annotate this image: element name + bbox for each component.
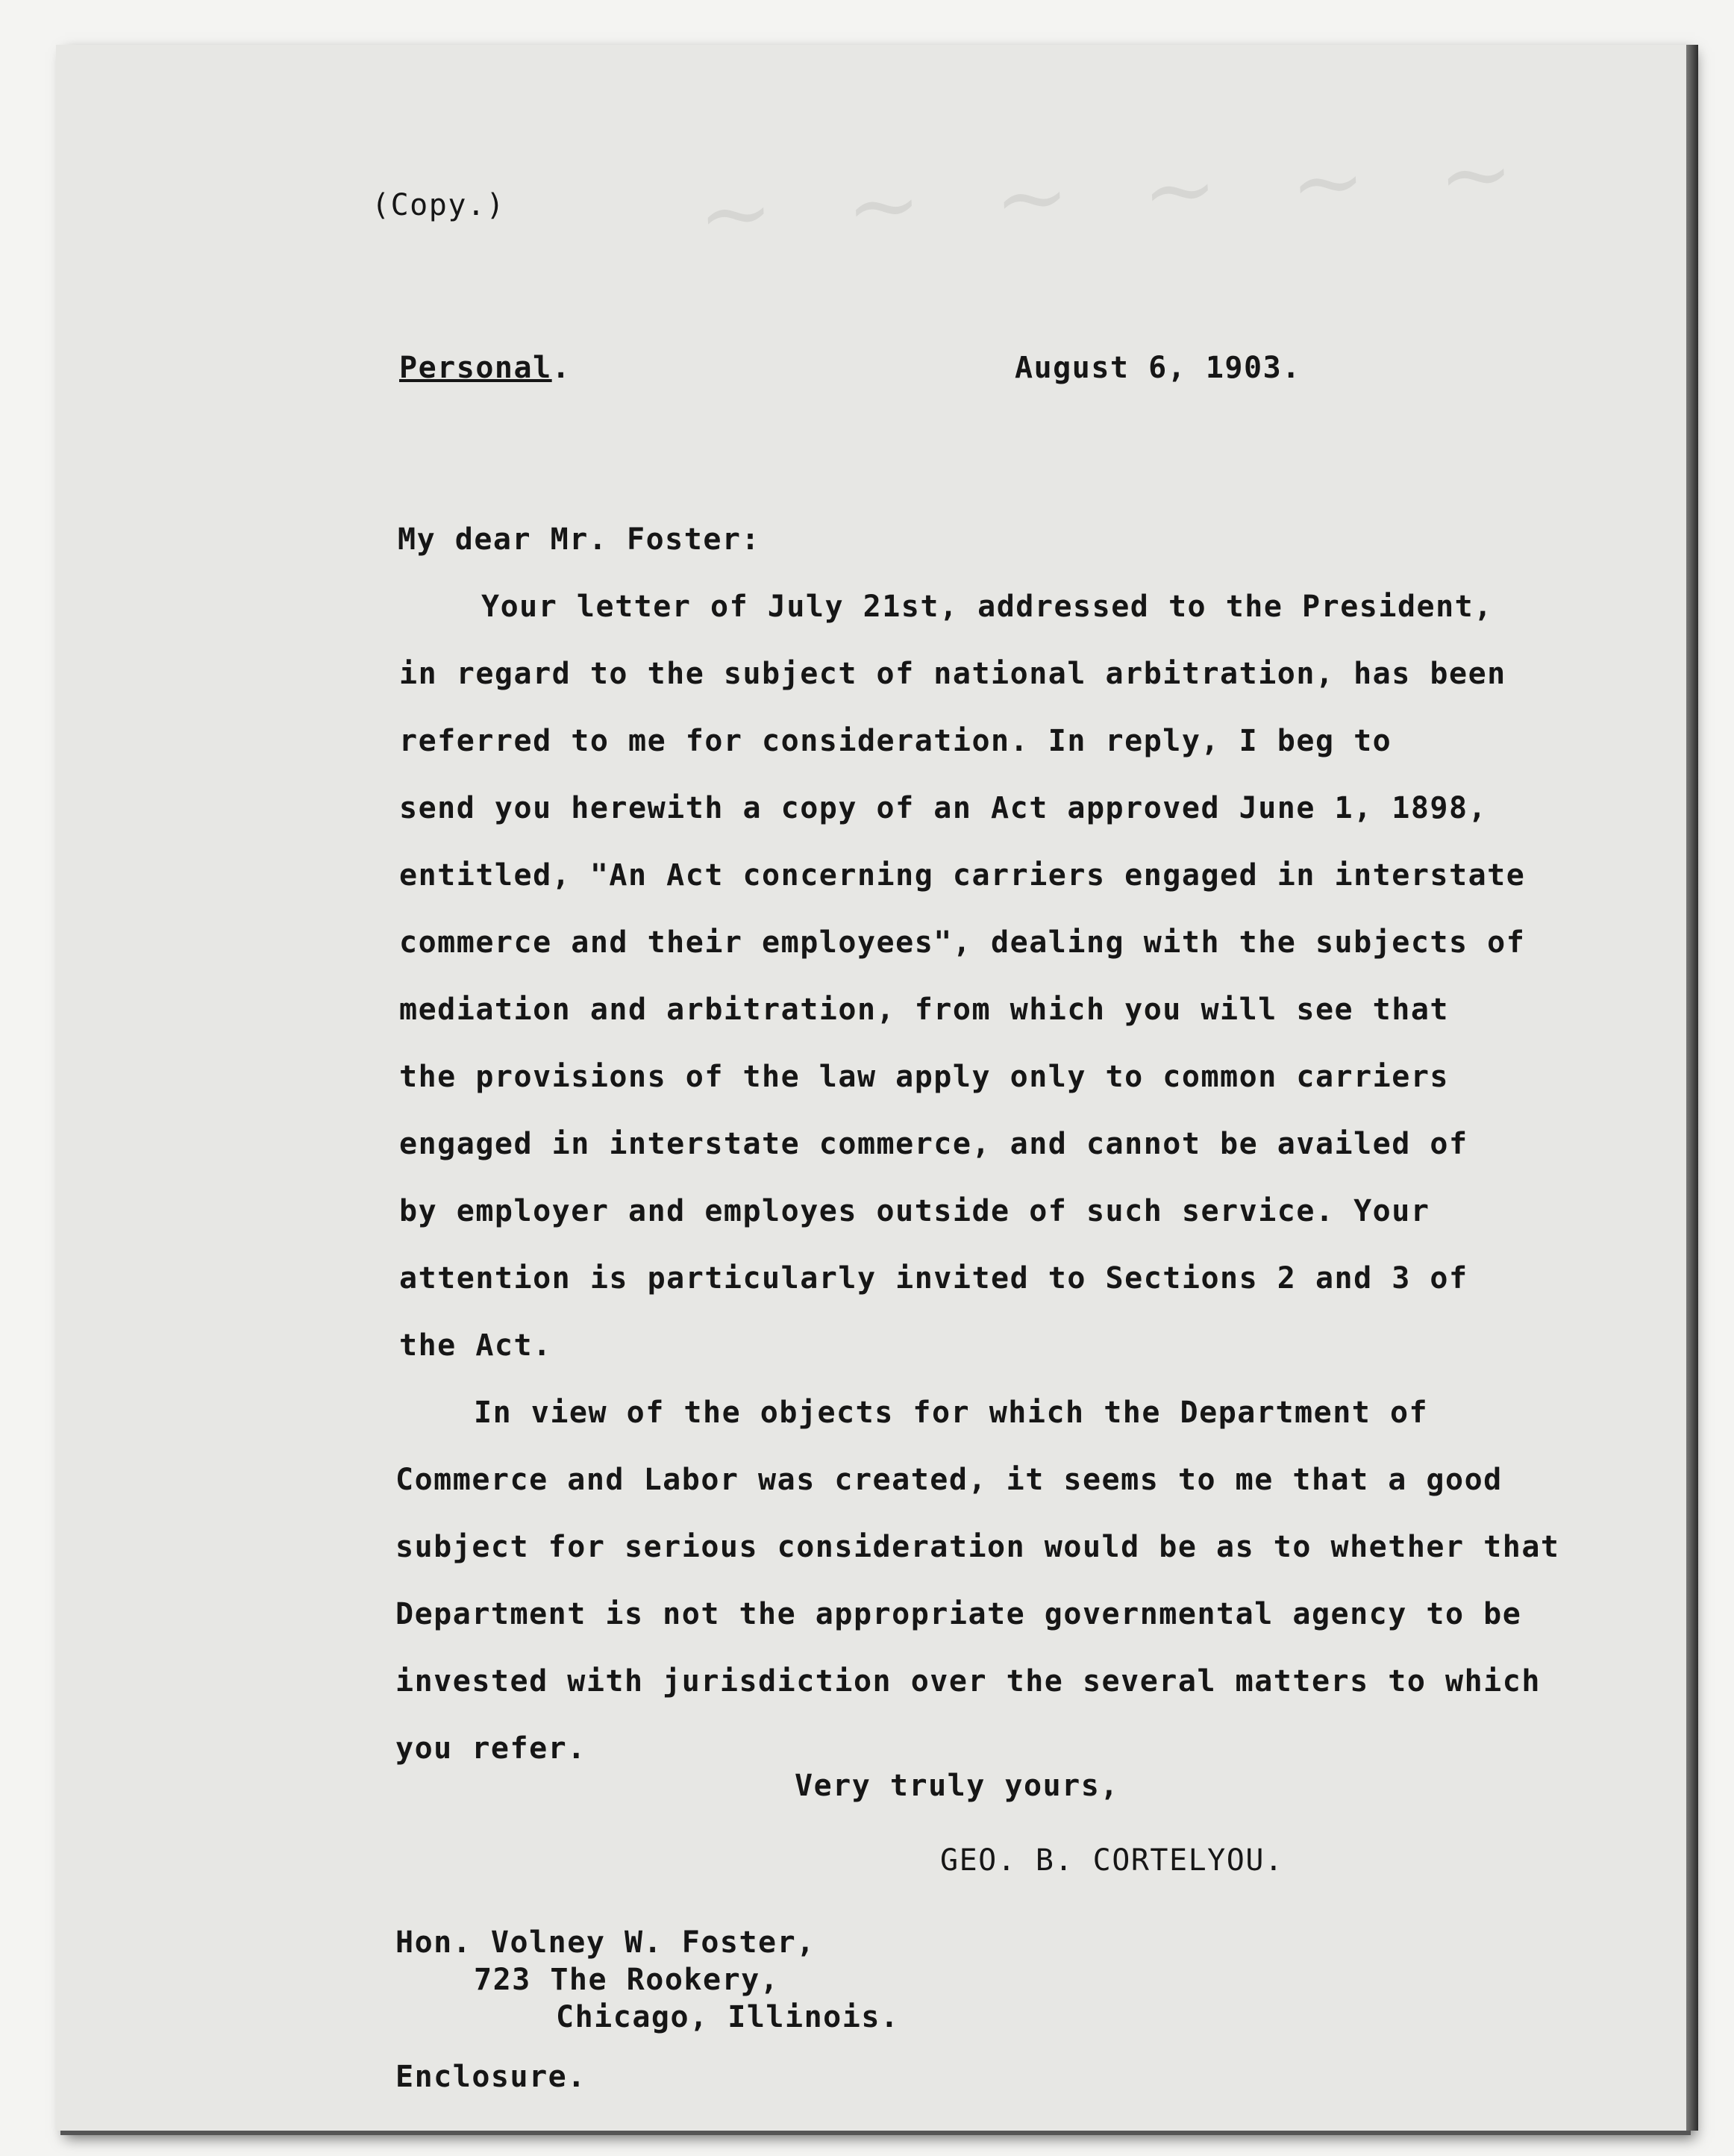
enclosure-note: Enclosure.	[395, 2060, 586, 2094]
body-line: in regard to the subject of national arbitration, has been	[399, 657, 1506, 691]
personal-heading	[399, 351, 571, 385]
salutation: My dear Mr. Foster:	[398, 522, 761, 557]
addressee-line: Hon. Volney W. Foster,	[395, 1925, 816, 1960]
letter-page	[56, 45, 1686, 2131]
copy-mark: (Copy.)	[372, 188, 506, 222]
bleed-through-handwriting: ~ ~ ~ ~ ~ ~	[695, 119, 1539, 268]
body-line: the Act.	[399, 1328, 552, 1363]
body-line: invested with jurisdiction over the several matters to which	[395, 1664, 1541, 1699]
body-line: the provisions of the law apply only to common carriers	[399, 1060, 1450, 1094]
body-line: Your letter of July 21st, addressed to the President,	[481, 590, 1493, 624]
body-line: commerce and their employees", dealing with the subjects of	[399, 925, 1526, 960]
personal-label: Personal	[399, 351, 552, 385]
body-line: send you herewith a copy of an Act approved June 1, 1898,	[399, 791, 1488, 825]
body-line: In view of the objects for which the Department of	[474, 1396, 1429, 1430]
letter-date: August 6, 1903.	[1015, 351, 1301, 385]
signature: GEO. B. CORTELYOU.	[940, 1843, 1284, 1878]
body-line: Department is not the appropriate governmental agency to be	[395, 1597, 1522, 1631]
addressee-line: 723 The Rookery,	[474, 1963, 780, 1997]
body-line: subject for serious consideration would be as to whether that	[395, 1530, 1560, 1564]
body-line: by employer and employes outside of such service. Your	[399, 1194, 1430, 1228]
body-line: referred to me for consideration. In reply, I beg to	[399, 724, 1392, 758]
body-line: attention is particularly invited to Sections 2 and 3 of	[399, 1261, 1468, 1296]
addressee-line: Chicago, Illinois.	[556, 2000, 900, 2034]
body-line: you refer.	[395, 1731, 586, 1766]
closing: Very truly yours,	[795, 1769, 1119, 1803]
personal-period: .	[551, 351, 572, 385]
body-line: mediation and arbitration, from which you will see that	[399, 993, 1450, 1027]
body-line: engaged in interstate commerce, and cannot be availed of	[399, 1127, 1468, 1161]
body-line: Commerce and Labor was created, it seems to me that a good	[395, 1463, 1503, 1497]
body-line: entitled, "An Act concerning carriers engaged in interstate	[399, 858, 1526, 893]
